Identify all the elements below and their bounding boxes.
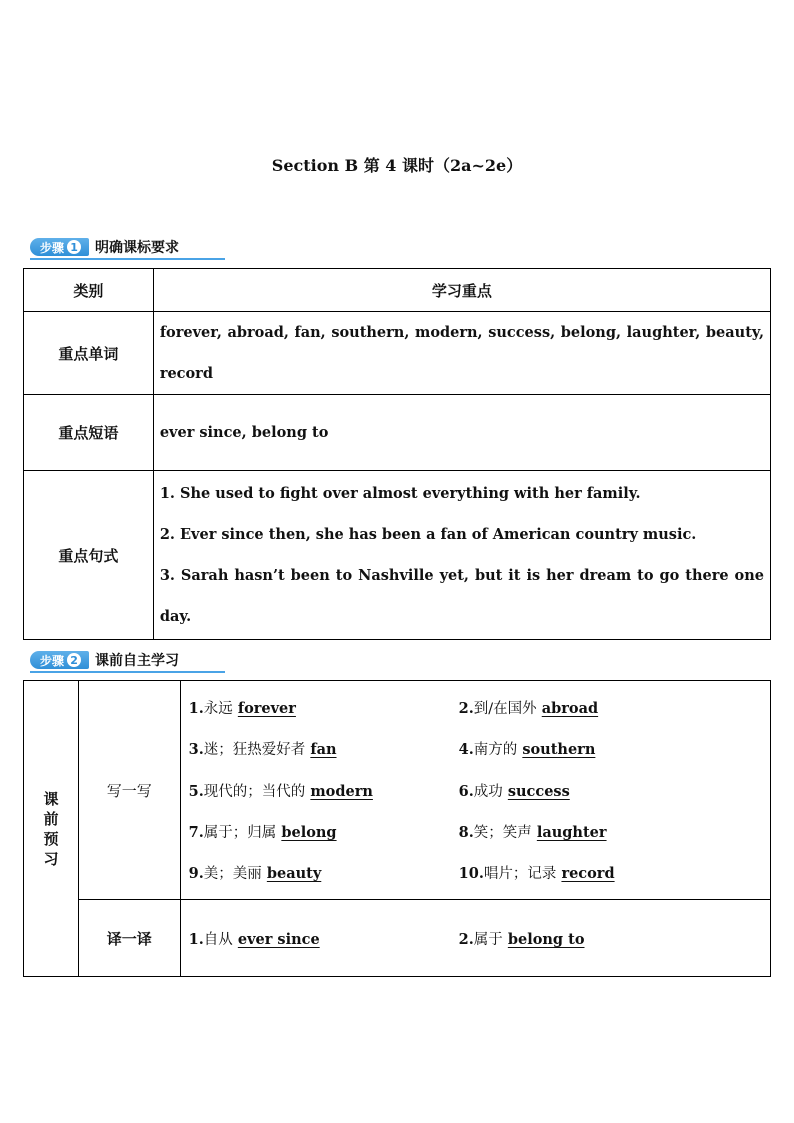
- header-category: 类别: [24, 269, 154, 312]
- vocab-answer: fan: [310, 741, 337, 759]
- write-label: 写一写: [78, 681, 180, 900]
- step-badge-label: 步骤: [40, 240, 65, 255]
- vocab-item: 3.迷；狂热爱好者 fan: [188, 741, 337, 759]
- vocab-row: [189, 770, 770, 811]
- side-char: 课: [43, 789, 59, 808]
- key-sentences-cell: [153, 471, 770, 640]
- vocab-item: 9.美；美丽 beauty: [188, 865, 322, 883]
- key-phrases-cell: [153, 395, 770, 471]
- vocab-item: 10.唱片；记录 record: [458, 865, 615, 883]
- vocab-item: 7.属于；归属 belong: [188, 824, 337, 842]
- category-phrases: 重点短语: [24, 395, 154, 471]
- key-words-text: forever, abroad, fan, southern, modern, success, belong, laughter, beauty, record: [159, 324, 764, 382]
- vocab-item: 5.现代的；当代的 modern: [188, 782, 373, 800]
- step-title: 课前自主学习: [95, 653, 180, 669]
- phrase-answer: ever since: [237, 930, 320, 948]
- side-char: 前: [43, 809, 59, 828]
- step-badge-label: 步骤: [40, 653, 65, 668]
- study-focus-table: [23, 268, 771, 640]
- page-title: Section B 第 4 课时（2a~2e）: [271, 156, 523, 175]
- vocab-item: 4.南方的 southern: [458, 741, 596, 759]
- step-underline: [30, 671, 225, 673]
- vocab-item: 8.笑；笑声 laughter: [458, 824, 607, 842]
- vocab-answer: success: [507, 782, 570, 800]
- preview-table: [23, 680, 771, 977]
- step-underline: [30, 258, 225, 260]
- step-1-heading: [30, 237, 179, 257]
- sentence-1: 1. She used to fight over almost everything with her family.: [159, 485, 641, 502]
- side-char: 预: [43, 829, 59, 848]
- key-phrases-text: ever since, belong to: [159, 424, 329, 441]
- side-char: 习: [43, 849, 59, 868]
- vocab-row: [189, 687, 770, 728]
- phrase-item: 2.属于 belong to: [458, 930, 585, 948]
- category-sentences: 重点句式: [24, 471, 154, 640]
- vocab-row: [189, 852, 770, 893]
- vocab-answer: laughter: [536, 824, 607, 842]
- header-focus: 学习重点: [153, 269, 770, 312]
- vocab-item: 1.永远 forever: [188, 700, 296, 718]
- sentence-3: 3. Sarah hasn’t been to Nashville yet, but it is her dream to go there one day.: [159, 567, 764, 625]
- step-title: 明确课标要求: [95, 240, 180, 256]
- key-words-cell: [153, 312, 770, 395]
- step-number: 1: [67, 240, 81, 254]
- step-badge: [30, 651, 89, 669]
- phrase-answer: belong to: [507, 930, 585, 948]
- vocab-row: [189, 728, 770, 769]
- step-badge: [30, 238, 89, 256]
- vocab-answer: record: [561, 865, 615, 883]
- vocab-answer: belong: [281, 824, 337, 842]
- step-number: 2: [67, 653, 81, 667]
- phrase-cell: [180, 900, 770, 977]
- vocab-answer: abroad: [541, 700, 599, 718]
- vocab-answer: modern: [310, 782, 373, 800]
- vocab-answer: southern: [522, 741, 596, 759]
- vocab-item: 6.成功 success: [458, 782, 570, 800]
- phrase-item: 1.自从 ever since: [188, 930, 320, 948]
- step-2-heading: [30, 650, 179, 670]
- vocab-answer: forever: [237, 700, 296, 718]
- vocab-answer: beauty: [266, 865, 322, 883]
- phrase-row: [189, 918, 770, 959]
- vocab-cell: [180, 681, 770, 900]
- category-words: 重点单词: [24, 312, 154, 395]
- preview-side-label: [24, 681, 79, 977]
- vocab-row: [189, 811, 770, 852]
- vocab-item: 2.到/在国外 abroad: [458, 700, 599, 718]
- translate-label: 译一译: [78, 900, 180, 977]
- sentence-2: 2. Ever since then, she has been a fan of American country music.: [159, 526, 697, 543]
